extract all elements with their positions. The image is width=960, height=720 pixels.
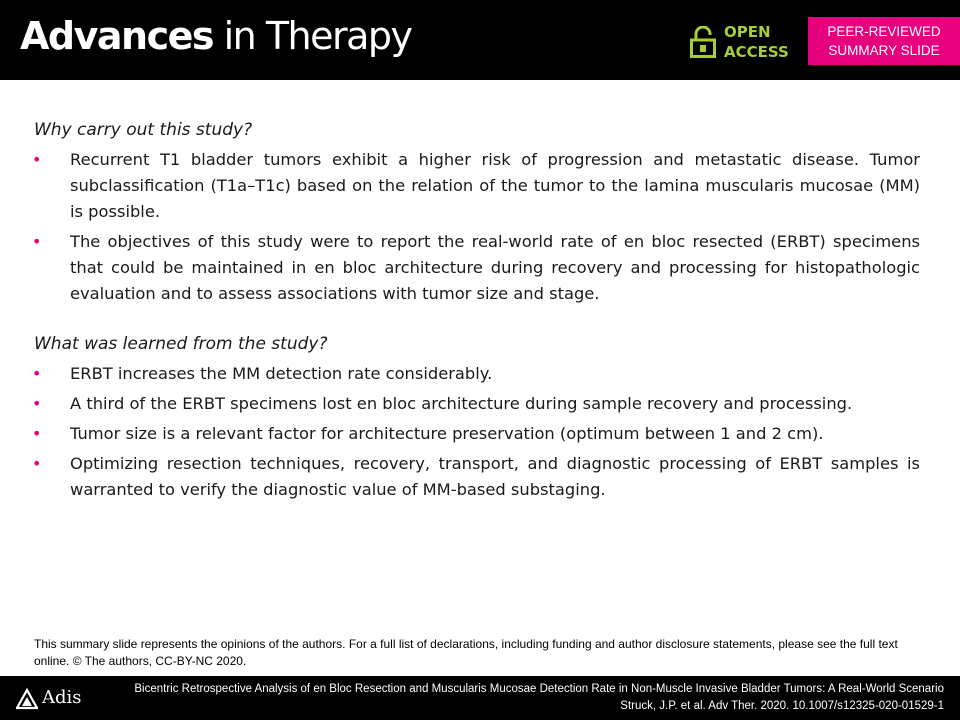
header-bar xyxy=(0,0,960,80)
bullet-icon: • xyxy=(32,454,42,473)
list-item xyxy=(34,451,920,503)
list-item xyxy=(34,421,920,447)
open-access-line1: OPEN xyxy=(724,23,771,41)
peer-reviewed-badge xyxy=(808,17,960,65)
bullet-icon: • xyxy=(32,232,42,251)
bullet-list xyxy=(34,147,920,307)
open-access-mark xyxy=(690,20,800,64)
badge-line2: SUMMARY SLIDE xyxy=(828,43,940,58)
disclaimer-text: This summary slide represents the opinions of the authors. For a full list of declarations, including funding and author disclosure statements, please see the full text online. © The authors, CC-BY-NC 2020. xyxy=(34,637,898,668)
list-item xyxy=(34,361,920,387)
bullet-text: Optimizing resection techniques, recovery, transport, and diagnostic processing of ERBT samples is warranted to verify the diagnostic value of MM-based substaging. xyxy=(70,454,920,499)
section-why xyxy=(34,117,920,307)
bullet-icon: • xyxy=(32,364,42,383)
adis-triangle-icon xyxy=(16,688,38,710)
open-access-label xyxy=(724,22,804,62)
publisher-name: Adis xyxy=(42,687,82,708)
bullet-list xyxy=(34,361,920,503)
article-citation xyxy=(84,681,944,715)
open-lock-icon xyxy=(690,26,716,58)
bullet-text: Recurrent T1 bladder tumors exhibit a higher risk of progression and metastatic disease. Tumor subclassification (T1a–T1c) based on the relation of the tumor to the lamina muscularis mucosae (MM) is possible. xyxy=(70,150,920,221)
bullet-icon: • xyxy=(32,424,42,443)
citation-line: Struck, J.P. et al. Adv Ther. 2020. 10.1007/s12325-020-01529-1 xyxy=(620,700,944,712)
journal-title-light: in Therapy xyxy=(223,14,412,58)
open-access-line2: ACCESS xyxy=(724,43,789,61)
section-heading: Why carry out this study? xyxy=(34,120,253,140)
bullet-text: ERBT increases the MM detection rate considerably. xyxy=(70,364,493,383)
badge-line1: PEER-REVIEWED xyxy=(827,24,941,39)
journal-title-bold: Advances xyxy=(20,14,213,58)
section-learned xyxy=(34,331,920,503)
bullet-text: The objectives of this study were to report the real-world rate of en bloc resected (ERBT) specimens that could be maintained in en bloc architecture during recovery and processing for histopathologic evaluation and to assess associations with tumor size and stage. xyxy=(70,232,920,303)
bullet-text: Tumor size is a relevant factor for architecture preservation (optimum between 1 and 2 cm). xyxy=(70,424,824,443)
bullet-icon: • xyxy=(32,150,42,169)
list-item xyxy=(34,391,920,417)
list-item xyxy=(34,147,920,225)
footer-bar xyxy=(0,676,960,720)
summary-content xyxy=(34,117,920,503)
bullet-icon: • xyxy=(32,394,42,413)
bullet-text: A third of the ERBT specimens lost en bloc architecture during sample recovery and processing. xyxy=(70,394,853,413)
section-heading: What was learned from the study? xyxy=(34,334,328,354)
article-title: Bicentric Retrospective Analysis of en Bloc Resection and Muscularis Mucosae Detection Rate in Non-Muscle Invasive Bladder Tumors: A Real-World Scenario xyxy=(134,683,944,695)
list-item xyxy=(34,229,920,307)
journal-title xyxy=(20,8,412,64)
